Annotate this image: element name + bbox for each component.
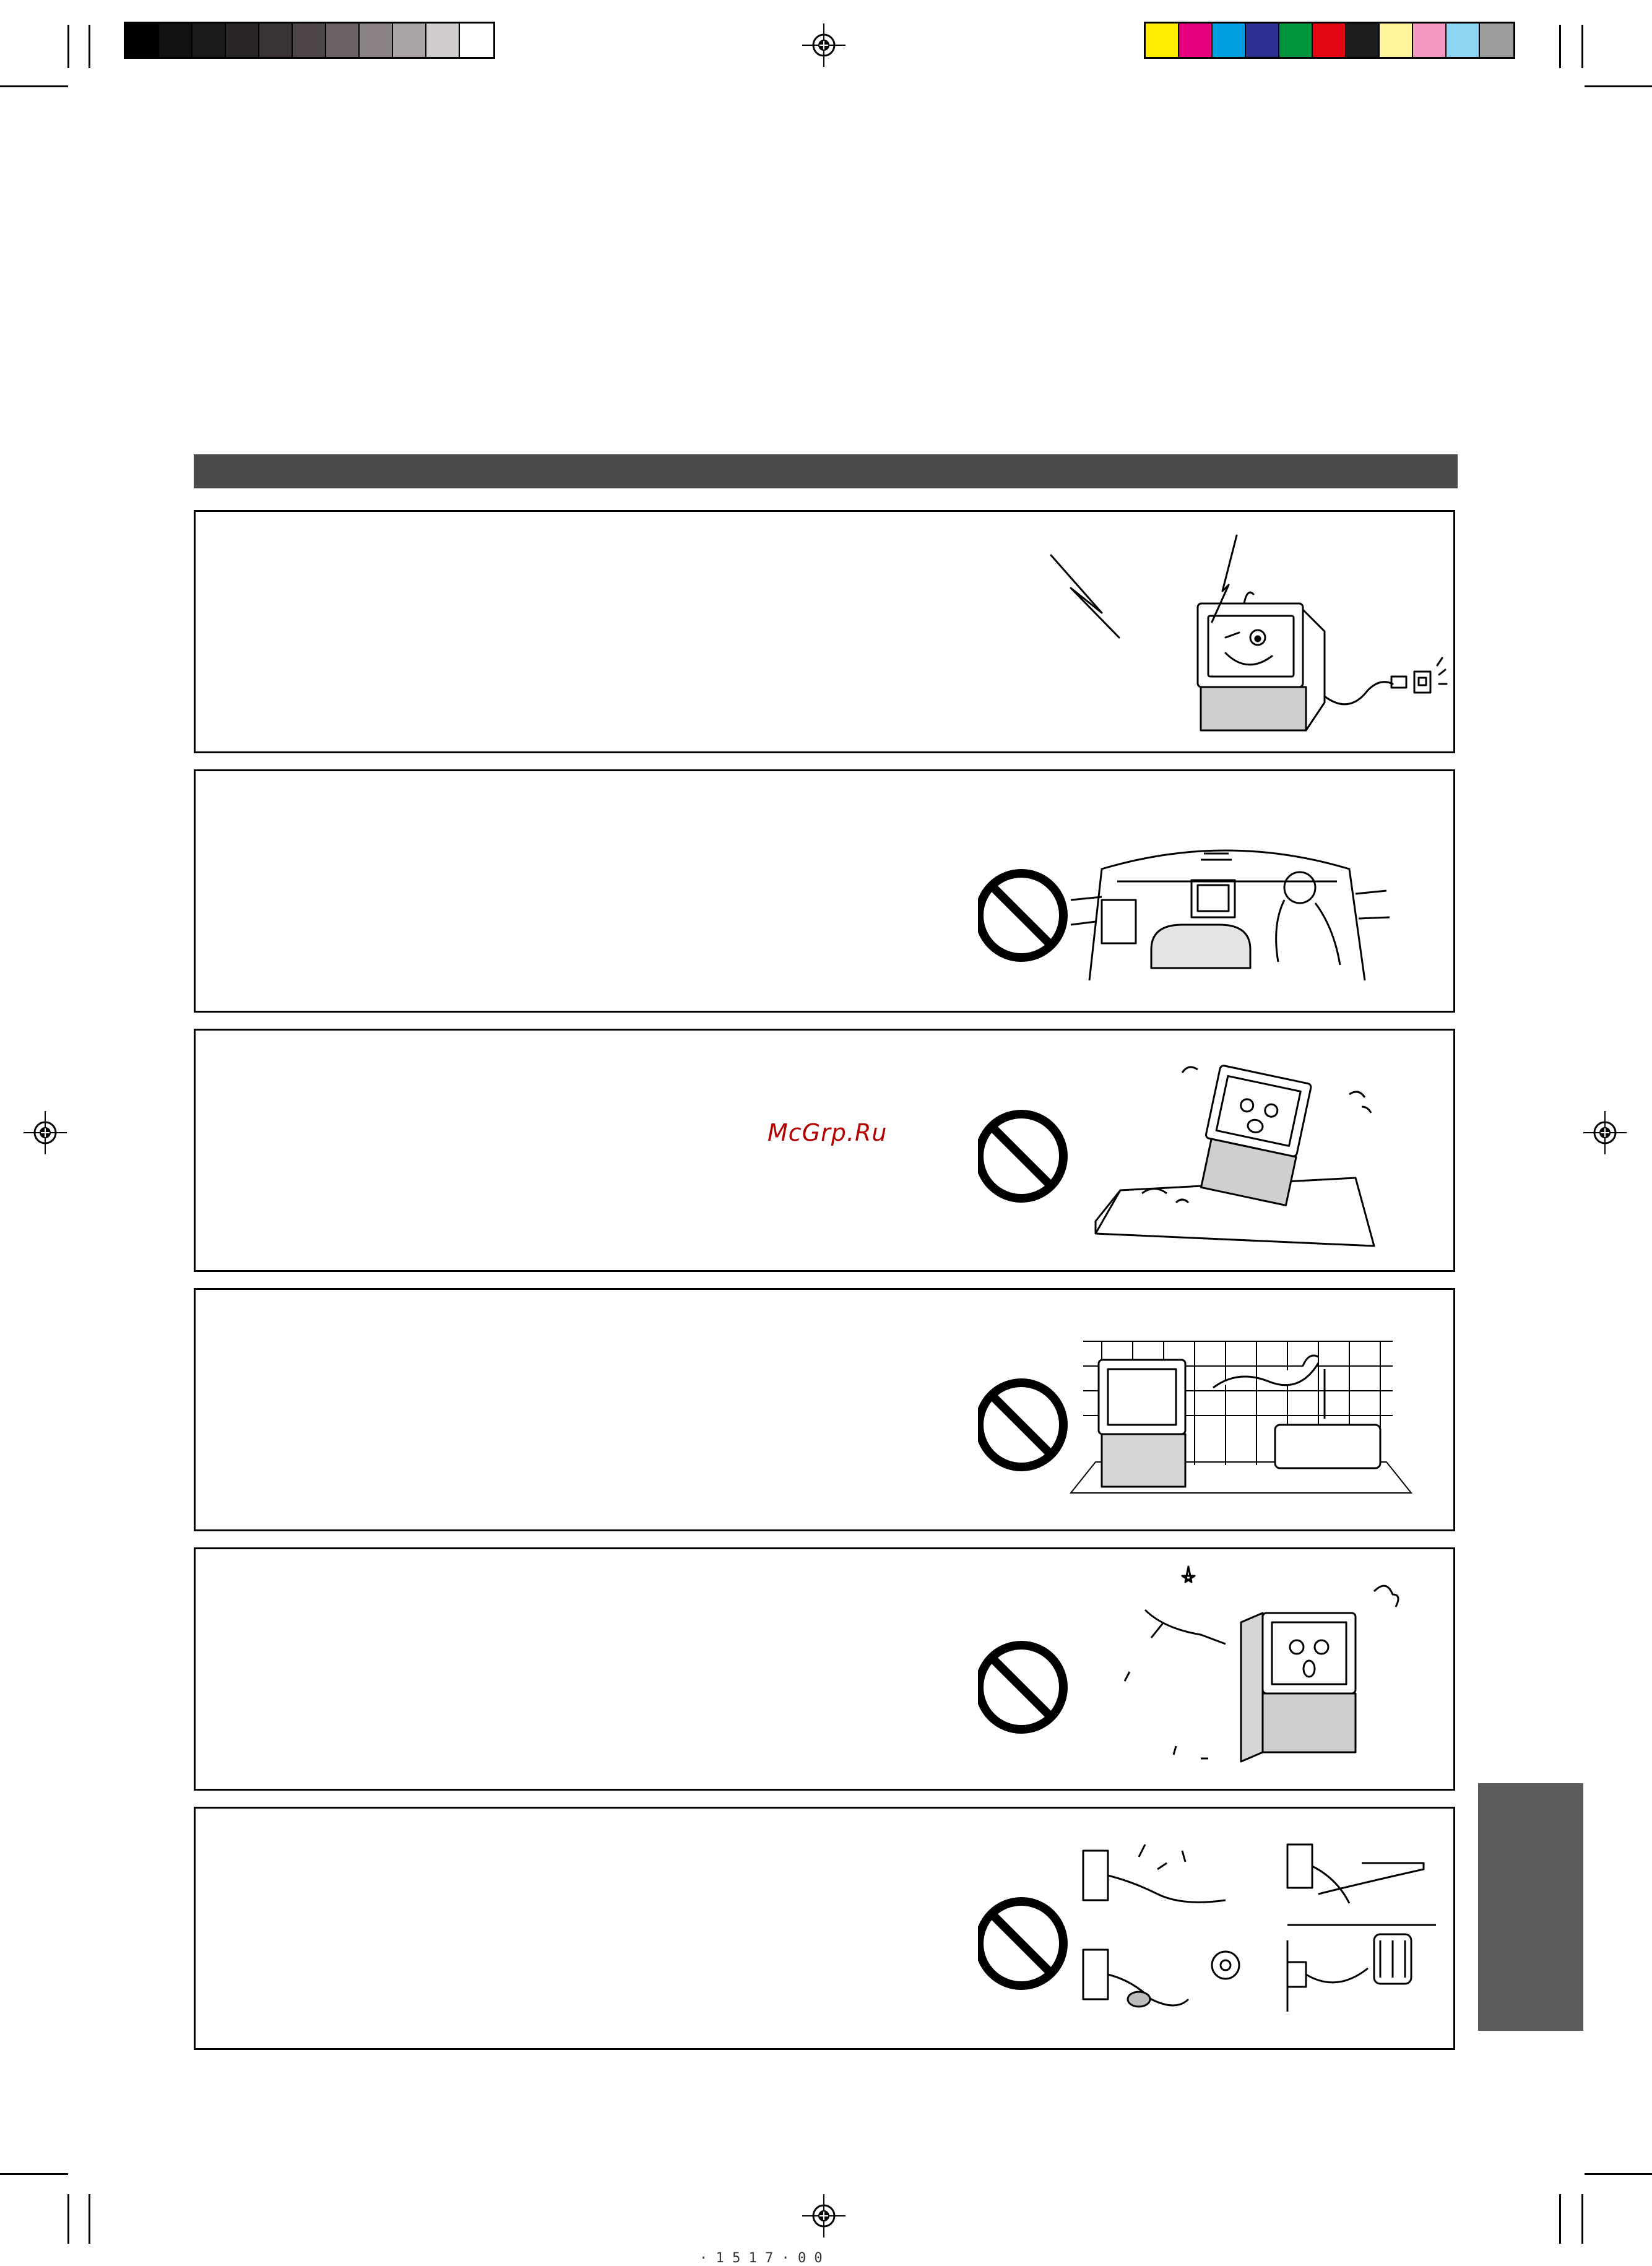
crop-mark: [1581, 2194, 1583, 2244]
caution-panel-no-vehicle-mounting: [194, 769, 1455, 1013]
process-color-bar: [1144, 22, 1515, 59]
color-swatch: [460, 24, 493, 57]
color-swatch: [1480, 24, 1513, 57]
section-header-band: [194, 454, 1458, 488]
color-swatch: [426, 24, 460, 57]
color-swatch: [226, 24, 259, 57]
tv-on-slope-icon: [978, 1036, 1448, 1265]
color-swatch: [326, 24, 360, 57]
color-swatch: [1146, 24, 1179, 57]
color-swatch: [126, 24, 159, 57]
caution-panel-no-water-moisture: [194, 1288, 1455, 1531]
crop-mark: [1581, 25, 1583, 68]
caution-panel-unplug-during-storm: [194, 510, 1455, 753]
tv-winking-unplugged-lightning-icon: [978, 517, 1448, 746]
crop-mark: [89, 2194, 90, 2244]
registration-mark-icon: [24, 1111, 67, 1154]
crop-mark: [1585, 2173, 1652, 2175]
side-section-tab: [1478, 1783, 1583, 2031]
crop-mark: [0, 2173, 68, 2175]
color-swatch: [1413, 24, 1447, 57]
color-swatch: [159, 24, 192, 57]
color-swatch: [1346, 24, 1380, 57]
crop-mark: [67, 25, 69, 68]
tv-back-removed-icon: [978, 1554, 1448, 1783]
crop-mark: [89, 25, 90, 68]
color-swatch: [1447, 24, 1480, 57]
watermark-text: McGrp.Ru: [768, 1119, 888, 1146]
color-swatch: [360, 24, 393, 57]
crop-mark: [1585, 85, 1652, 87]
damaged-power-cord-icon: [978, 1814, 1448, 2043]
color-swatch: [259, 24, 293, 57]
color-swatch: [1179, 24, 1213, 57]
color-swatch: [1313, 24, 1346, 57]
color-swatch: [192, 24, 226, 57]
caution-panel-no-cord-damage: [194, 1807, 1455, 2050]
tv-in-car-icon: [978, 776, 1448, 1005]
crop-mark: [1559, 25, 1561, 68]
color-swatch: [1279, 24, 1313, 57]
footer-slug: · 1 5 1 7 · 0 0: [699, 2251, 823, 2266]
grayscale-color-bar: [124, 22, 495, 59]
crop-mark: [1559, 2194, 1561, 2244]
color-swatch: [1246, 24, 1279, 57]
color-swatch: [393, 24, 426, 57]
color-swatch: [293, 24, 326, 57]
color-swatch: [1380, 24, 1413, 57]
registration-mark-icon: [1583, 1111, 1627, 1154]
registration-mark-icon: [802, 24, 845, 67]
caution-panel-no-unstable-surface: [194, 1029, 1455, 1272]
color-swatch: [1213, 24, 1246, 57]
registration-mark-icon: [802, 2194, 845, 2238]
tv-in-bathroom-icon: [978, 1295, 1448, 1524]
crop-mark: [67, 2194, 69, 2244]
crop-mark: [0, 85, 68, 87]
caution-panel-no-disassembly: [194, 1547, 1455, 1791]
